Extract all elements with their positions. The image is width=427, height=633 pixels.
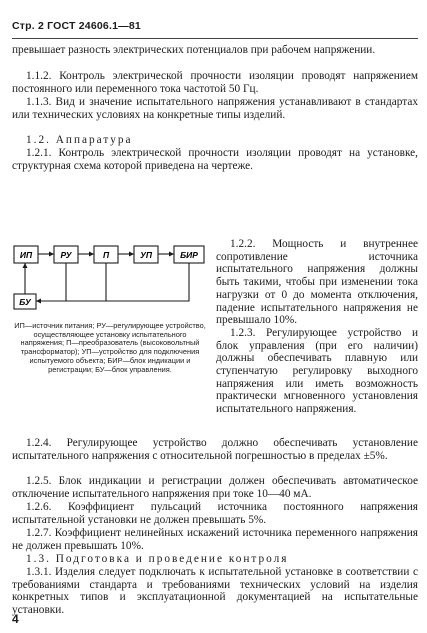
paragraph-top: превышает разность электрических потенциалов при рабочем напряжении. bbox=[12, 44, 376, 56]
right-column bbox=[216, 238, 418, 416]
header-rule bbox=[12, 38, 418, 39]
paragraph-1-2-7: 1.2.7. Коэффициент нелинейных искажений источника переменного напряжения не должен превышать 10%. bbox=[12, 527, 418, 552]
paragraph-1-2-2: 1.2.2. Мощность и внутреннее сопротивление источника испытательного напряжения должны быть такими, чтобы при изменении тока нагрузки от 0 до момента отключения, падение испытательного напряжения не превышало 10%. bbox=[216, 238, 418, 327]
paragraph-1-2-3: 1.2.3. Регулирующее устройство и блок управления (при его наличии) должны обеспечивать плавную или ступенчатую регулировку выходного напряжения или иметь возможность практически мгновенного установления испытательного напряжения. bbox=[216, 326, 418, 416]
diagram-label-ru: РУ bbox=[60, 250, 72, 260]
heading-1-2: 1.2. Аппаратура bbox=[26, 134, 133, 146]
paragraph-1-2-5: 1.2.5. Блок индикации и регистрации должен обеспечивать автоматическое отключение испытательного напряжения при токе 10—40 мА. bbox=[12, 475, 418, 500]
page-header: Стр. 2 ГОСТ 24606.1—81 bbox=[12, 20, 141, 32]
diagram-label-up: УП bbox=[140, 250, 152, 260]
diagram-label-bu: БУ bbox=[19, 297, 31, 307]
heading-1-3: 1.3. Подготовка и проведение контроля bbox=[26, 553, 289, 565]
paragraph-1-3-1: 1.3.1. Изделия следует подключать к испытательной установке в соответствии с требованиями стандарта и требованиями технических условий на изделия конкретных типов и эксплуатационной документацией на испытательные установки. bbox=[12, 566, 418, 617]
diagram-label-p: П bbox=[102, 250, 110, 260]
diagram-label-bir: БИР bbox=[180, 250, 198, 260]
paragraph-1-2-4: 1.2.4. Регулирующее устройство должно обеспечивать установление испытательного напряжения с относительной погрешностью в пределах ±5%. bbox=[12, 437, 418, 462]
diagram-label-ip: ИП bbox=[19, 250, 33, 260]
block-diagram bbox=[12, 238, 208, 318]
paragraph-1-1-2: 1.1.2. Контроль электрической прочности изоляции проводят напряжением постоянного или переменного тока частотой 50 Гц. bbox=[12, 70, 418, 95]
page-number: 4 bbox=[12, 612, 19, 626]
paragraph-1-2-6: 1.2.6. Коэффициент пульсаций источника постоянного напряжения испытательной установки не должен превышать 5%. bbox=[12, 501, 418, 526]
paragraph-1-2-1: 1.2.1. Контроль электрической прочности изоляции проводят на установке, структурная схема которой приведена на чертеже. bbox=[12, 147, 418, 172]
paragraph-1-1-3: 1.1.3. Вид и значение испытательного напряжения устанавливают в стандартах или технических условиях на конкретные типы изделий. bbox=[12, 96, 418, 121]
diagram-caption: ИП—источник питания; РУ—регулирующее устройство, осуществляющее установку испытательного напряжения; П—преобразователь (высоковольтный трансформатор); УП—устройство для подключения испытуемого объекта; БИР—блок индикации и регистрации; БУ—блок управления. bbox=[14, 321, 206, 374]
